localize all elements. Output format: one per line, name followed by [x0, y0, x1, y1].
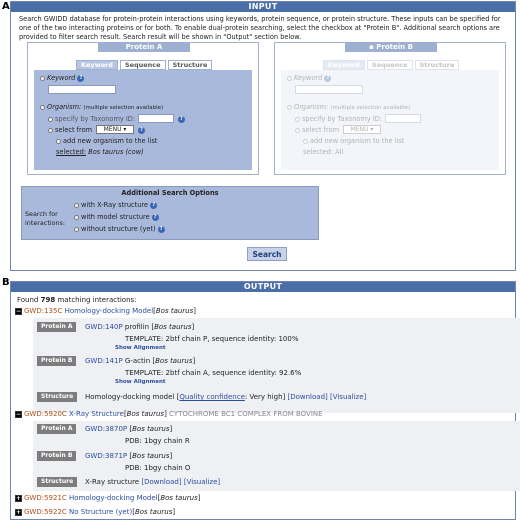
protein-link[interactable]: GWD:140P — [85, 323, 123, 331]
collapse-icon[interactable]: − — [16, 410, 22, 418]
taxonomy-label: specify by Taxonomy ID: — [302, 115, 383, 123]
taxonomy-input[interactable] — [385, 114, 421, 123]
protein-b-checkbox[interactable]: ▪ — [369, 43, 377, 51]
protein-a-tag: Protein A — [37, 424, 76, 434]
keyword-label: Keyword — [47, 74, 76, 82]
visualize-link[interactable]: [Visualize] — [183, 478, 221, 486]
template-text: TEMPLATE: 2btf chain A, sequence identity: 92.6% — [125, 369, 302, 377]
show-alignment-link[interactable]: Show Alignment — [115, 345, 166, 351]
protein-b-form — [281, 70, 499, 170]
keyword-input[interactable] — [295, 85, 363, 94]
output-header: OUTPUT — [11, 282, 515, 292]
model-checkbox[interactable] — [74, 215, 79, 220]
visualize-link[interactable]: [Visualize] — [329, 393, 367, 401]
nostructure-checkbox[interactable] — [74, 227, 79, 232]
quality-link[interactable]: Quality confidence — [179, 393, 245, 401]
selected-all: selected: All — [303, 148, 344, 156]
protein-b-title[interactable]: ▪ Protein B — [345, 42, 437, 52]
entry-5921c[interactable]: + GWD:5921C Homology-docking Model[Bos taurus] — [16, 494, 201, 502]
keyword-radio[interactable] — [40, 76, 45, 81]
output-panel — [10, 281, 516, 520]
xray-option: with X-Ray structure — [81, 201, 149, 209]
xray-checkbox[interactable] — [74, 203, 79, 208]
add-organism-label: add new organism to the list — [63, 137, 158, 145]
help-icon[interactable]: ? — [150, 202, 157, 209]
pdb-text: PDB: 1bgy chain O — [125, 464, 191, 472]
help-icon[interactable]: ? — [324, 75, 331, 82]
tab-keyword[interactable]: Keyword — [323, 60, 365, 70]
structure-tag: Structure — [37, 477, 77, 487]
protein-b-box — [274, 42, 506, 175]
help-icon[interactable]: ? — [77, 75, 84, 82]
organism-note: (multiple selection available) — [330, 105, 411, 111]
taxonomy-radio[interactable] — [48, 117, 53, 122]
entry-135c[interactable]: − GWD:135C Homology-docking Model[Bos taurus] — [16, 307, 196, 315]
organism-menu-select[interactable]: MENU ▾ — [343, 125, 381, 134]
organism-menu-select[interactable]: MENU ▾ — [96, 125, 134, 134]
taxonomy-label: specify by Taxonomy ID: — [55, 115, 136, 123]
protein-a-box — [27, 42, 259, 175]
keyword-input[interactable] — [48, 85, 116, 94]
show-alignment-link[interactable]: Show Alignment — [115, 379, 166, 385]
help-icon[interactable]: ? — [178, 116, 185, 123]
entry-5920c[interactable]: − GWD:5920C X-Ray Structure[Bos taurus] CYTOCHROME BC1 COMPLEX FROM BOVINE — [16, 410, 323, 418]
download-link[interactable]: [Download] — [287, 393, 328, 401]
organism-radio[interactable] — [40, 105, 45, 110]
organism-label: Organism: — [294, 103, 329, 111]
download-link[interactable]: [Download] — [141, 478, 182, 486]
entry-5920c-details: Protein A GWD:3870P [Bos taurus] PDB: 1bgy chain R Protein B GWD:3871P [Bos taurus] PDB: 1bgy chain O Structure X-Ray structure [Download] [Visualize] — [33, 421, 520, 491]
selected-label: selected: — [56, 148, 87, 156]
search-for-label: Search for interactions: — [25, 210, 66, 227]
selected-value: Bos taurus (cow) — [88, 148, 144, 156]
expand-icon[interactable]: + — [16, 508, 22, 516]
keyword-label: Keyword — [294, 74, 323, 82]
select-from-label: select from — [55, 126, 93, 134]
template-text: TEMPLATE: 2btf chain P, sequence identity: 100% — [125, 335, 299, 343]
search-button[interactable]: Search — [247, 247, 287, 261]
protein-link[interactable]: GWD:3871P — [85, 452, 128, 460]
protein-a-form — [34, 70, 252, 170]
taxonomy-input[interactable] — [138, 114, 174, 123]
expand-icon[interactable]: + — [16, 494, 22, 502]
protein-b-tag: Protein B — [37, 356, 76, 366]
protein-link[interactable]: GWD:141P — [85, 357, 123, 365]
found-count-text: Found 798 matching interactions: — [17, 296, 137, 304]
section-label-b: B — [2, 277, 10, 288]
model-option: with model structure — [81, 213, 150, 221]
help-icon[interactable]: ? — [152, 214, 159, 221]
entry-135c-details: Protein A GWD:140P profilin [Bos taurus] TEMPLATE: 2btf chain P, sequence identity: 100% Show Alignment Protein B GWD:141P G-actin [Bos taurus] TEMPLATE: 2btf chain A, sequence identity: 92.6% Show Alignment Structure Homology-docking model [Quality confidence: Very high] [Download] [Visualize] — [33, 318, 520, 413]
tab-sequence[interactable]: Sequence — [120, 60, 166, 70]
tab-structure[interactable]: Structure — [168, 60, 213, 70]
structure-tag: Structure — [37, 392, 77, 402]
add-organism-label: add new organism to the list — [310, 137, 405, 145]
organism-note: (multiple selection available) — [83, 105, 164, 111]
section-label-a: A — [2, 1, 10, 12]
input-header: INPUT — [11, 2, 515, 12]
entry-5922c[interactable]: + GWD:5922C No Structure (yet)[Bos taurus] — [16, 508, 176, 516]
pdb-text: PDB: 1bgy chain R — [125, 437, 190, 445]
help-icon[interactable]: ? — [158, 226, 165, 233]
tab-structure[interactable]: Structure — [415, 60, 460, 70]
help-icon[interactable]: ? — [138, 127, 145, 134]
select-from-radio[interactable] — [48, 128, 53, 133]
add-organism-radio[interactable] — [56, 139, 61, 144]
select-from-label: select from — [302, 126, 340, 134]
protein-link[interactable]: GWD:3870P — [85, 425, 128, 433]
protein-a-title: Protein A — [98, 42, 190, 52]
input-intro: Search GWIDD database for protein-protein interactions using keywords, protein sequence, or protein structure. These inputs can be specified for one of the two interacting proteins or for both. To enable dual-protein searching, select the checkbox at "Protein B". Additional search options are provided to filter search result. Search result will be shown in "Output" section below. — [19, 15, 501, 41]
protein-a-tag: Protein A — [37, 322, 76, 332]
additional-title: Additional Search Options — [121, 189, 219, 197]
collapse-icon[interactable]: − — [16, 307, 22, 315]
nostructure-option: without structure (yet) — [81, 225, 156, 233]
tab-keyword[interactable]: Keyword — [76, 60, 118, 70]
additional-options — [21, 186, 319, 240]
protein-b-tag: Protein B — [37, 451, 76, 461]
organism-label: Organism: — [47, 103, 82, 111]
tab-sequence[interactable]: Sequence — [367, 60, 413, 70]
